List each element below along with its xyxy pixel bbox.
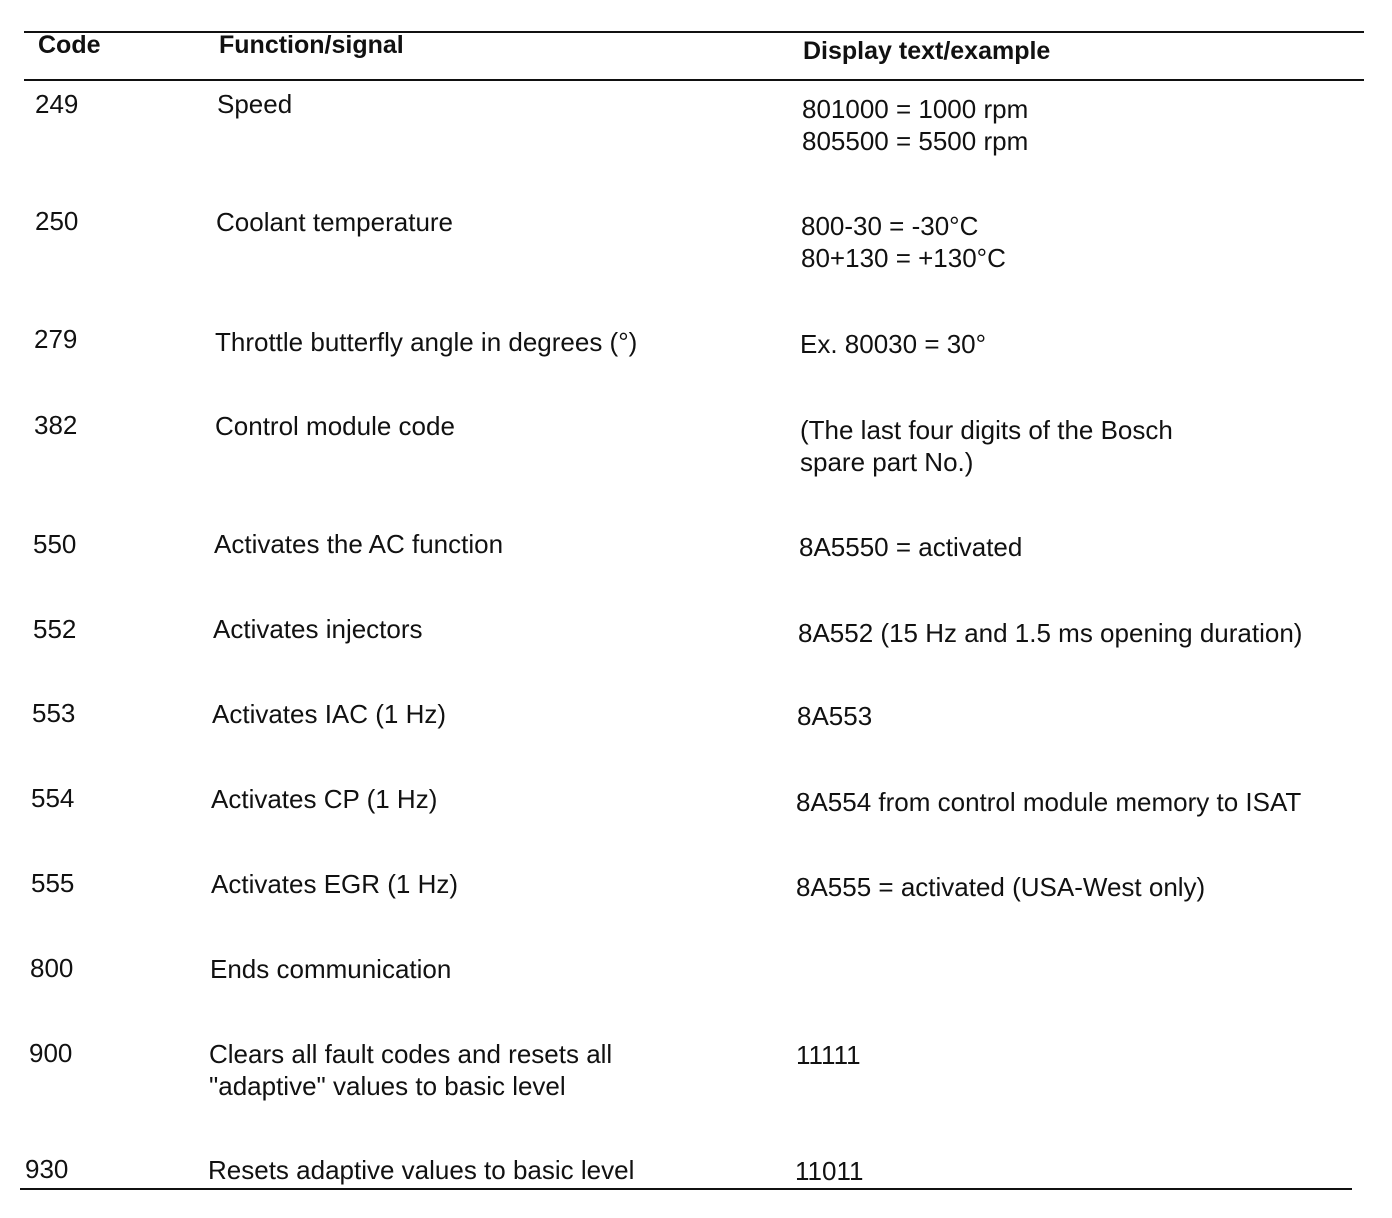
row-555-code: 555 [31,868,75,898]
table-bottom-rule [20,1188,1352,1190]
display-line: (The last four digits of the Bosch [800,415,1173,445]
row-552-display [798,617,1302,649]
row-279-function [215,326,637,358]
row-553-function [212,698,446,730]
display-line: 8A5550 = activated [799,532,1023,562]
header-display: Display text/example [803,37,1051,65]
display-line: 11111 [796,1040,861,1070]
row-900-function [209,1038,612,1102]
row-279-display [800,328,986,360]
row-900-code: 900 [29,1038,73,1068]
function-line: Activates CP (1 Hz) [211,784,438,814]
display-line: Ex. 80030 = 30° [800,329,987,359]
display-line: 8A553 [797,701,873,731]
row-382-code: 382 [34,410,78,440]
function-line: Resets adaptive values to basic level [208,1155,635,1185]
row-800-function [210,953,451,985]
row-550-code: 550 [33,529,77,559]
row-554-function [211,783,437,815]
row-382-function [215,410,455,442]
row-930-function [208,1154,634,1186]
row-250-display [801,210,1006,274]
function-line: Activates IAC (1 Hz) [212,699,447,729]
function-line: Control module code [215,411,455,441]
row-554-display [796,786,1301,818]
function-line: Activates EGR (1 Hz) [211,869,459,899]
function-line: Speed [217,89,293,119]
row-555-function [211,868,458,900]
function-line: Coolant temperature [216,207,454,237]
row-553-display [797,700,872,732]
display-line: 8A554 from control module memory to ISAT [796,787,1302,817]
function-line: Activates the AC function [214,529,504,559]
row-550-display [799,531,1022,563]
row-249-function [217,88,292,120]
row-249-code: 249 [35,89,79,119]
function-line: Clears all fault codes and resets all [209,1039,613,1069]
row-250-function [216,206,453,238]
function-line: Throttle butterfly angle in degrees (°) [215,327,638,357]
row-552-function [213,613,423,645]
row-250-code: 250 [35,206,79,236]
display-line: 801000 = 1000 rpm [802,94,1029,124]
display-line: spare part No.) [800,447,974,477]
row-552-code: 552 [33,614,77,644]
display-line: 80+130 = +130°C [801,243,1006,273]
table-header-rule [24,79,1364,81]
function-line: "adaptive" values to basic level [209,1071,566,1101]
row-249-display [802,93,1028,157]
display-line: 8A552 (15 Hz and 1.5 ms opening duration) [798,618,1303,648]
header-code: Code [38,31,101,59]
display-line: 8A555 = activated (USA-West only) [796,872,1206,902]
row-554-code: 554 [31,783,75,813]
row-800-code: 800 [30,953,74,983]
display-line: 805500 = 5500 rpm [802,126,1029,156]
row-900-display [796,1039,861,1071]
row-930-code: 930 [25,1154,69,1184]
row-930-display [795,1155,863,1187]
row-382-display [800,414,1173,478]
display-line: 11011 [795,1156,864,1186]
row-550-function [214,528,503,560]
function-line: Ends communication [210,954,452,984]
header-function: Function/signal [219,31,404,59]
function-line: Activates injectors [213,614,423,644]
display-line: 800-30 = -30°C [801,211,979,241]
row-555-display [796,871,1205,903]
row-553-code: 553 [32,698,76,728]
row-279-code: 279 [34,324,78,354]
